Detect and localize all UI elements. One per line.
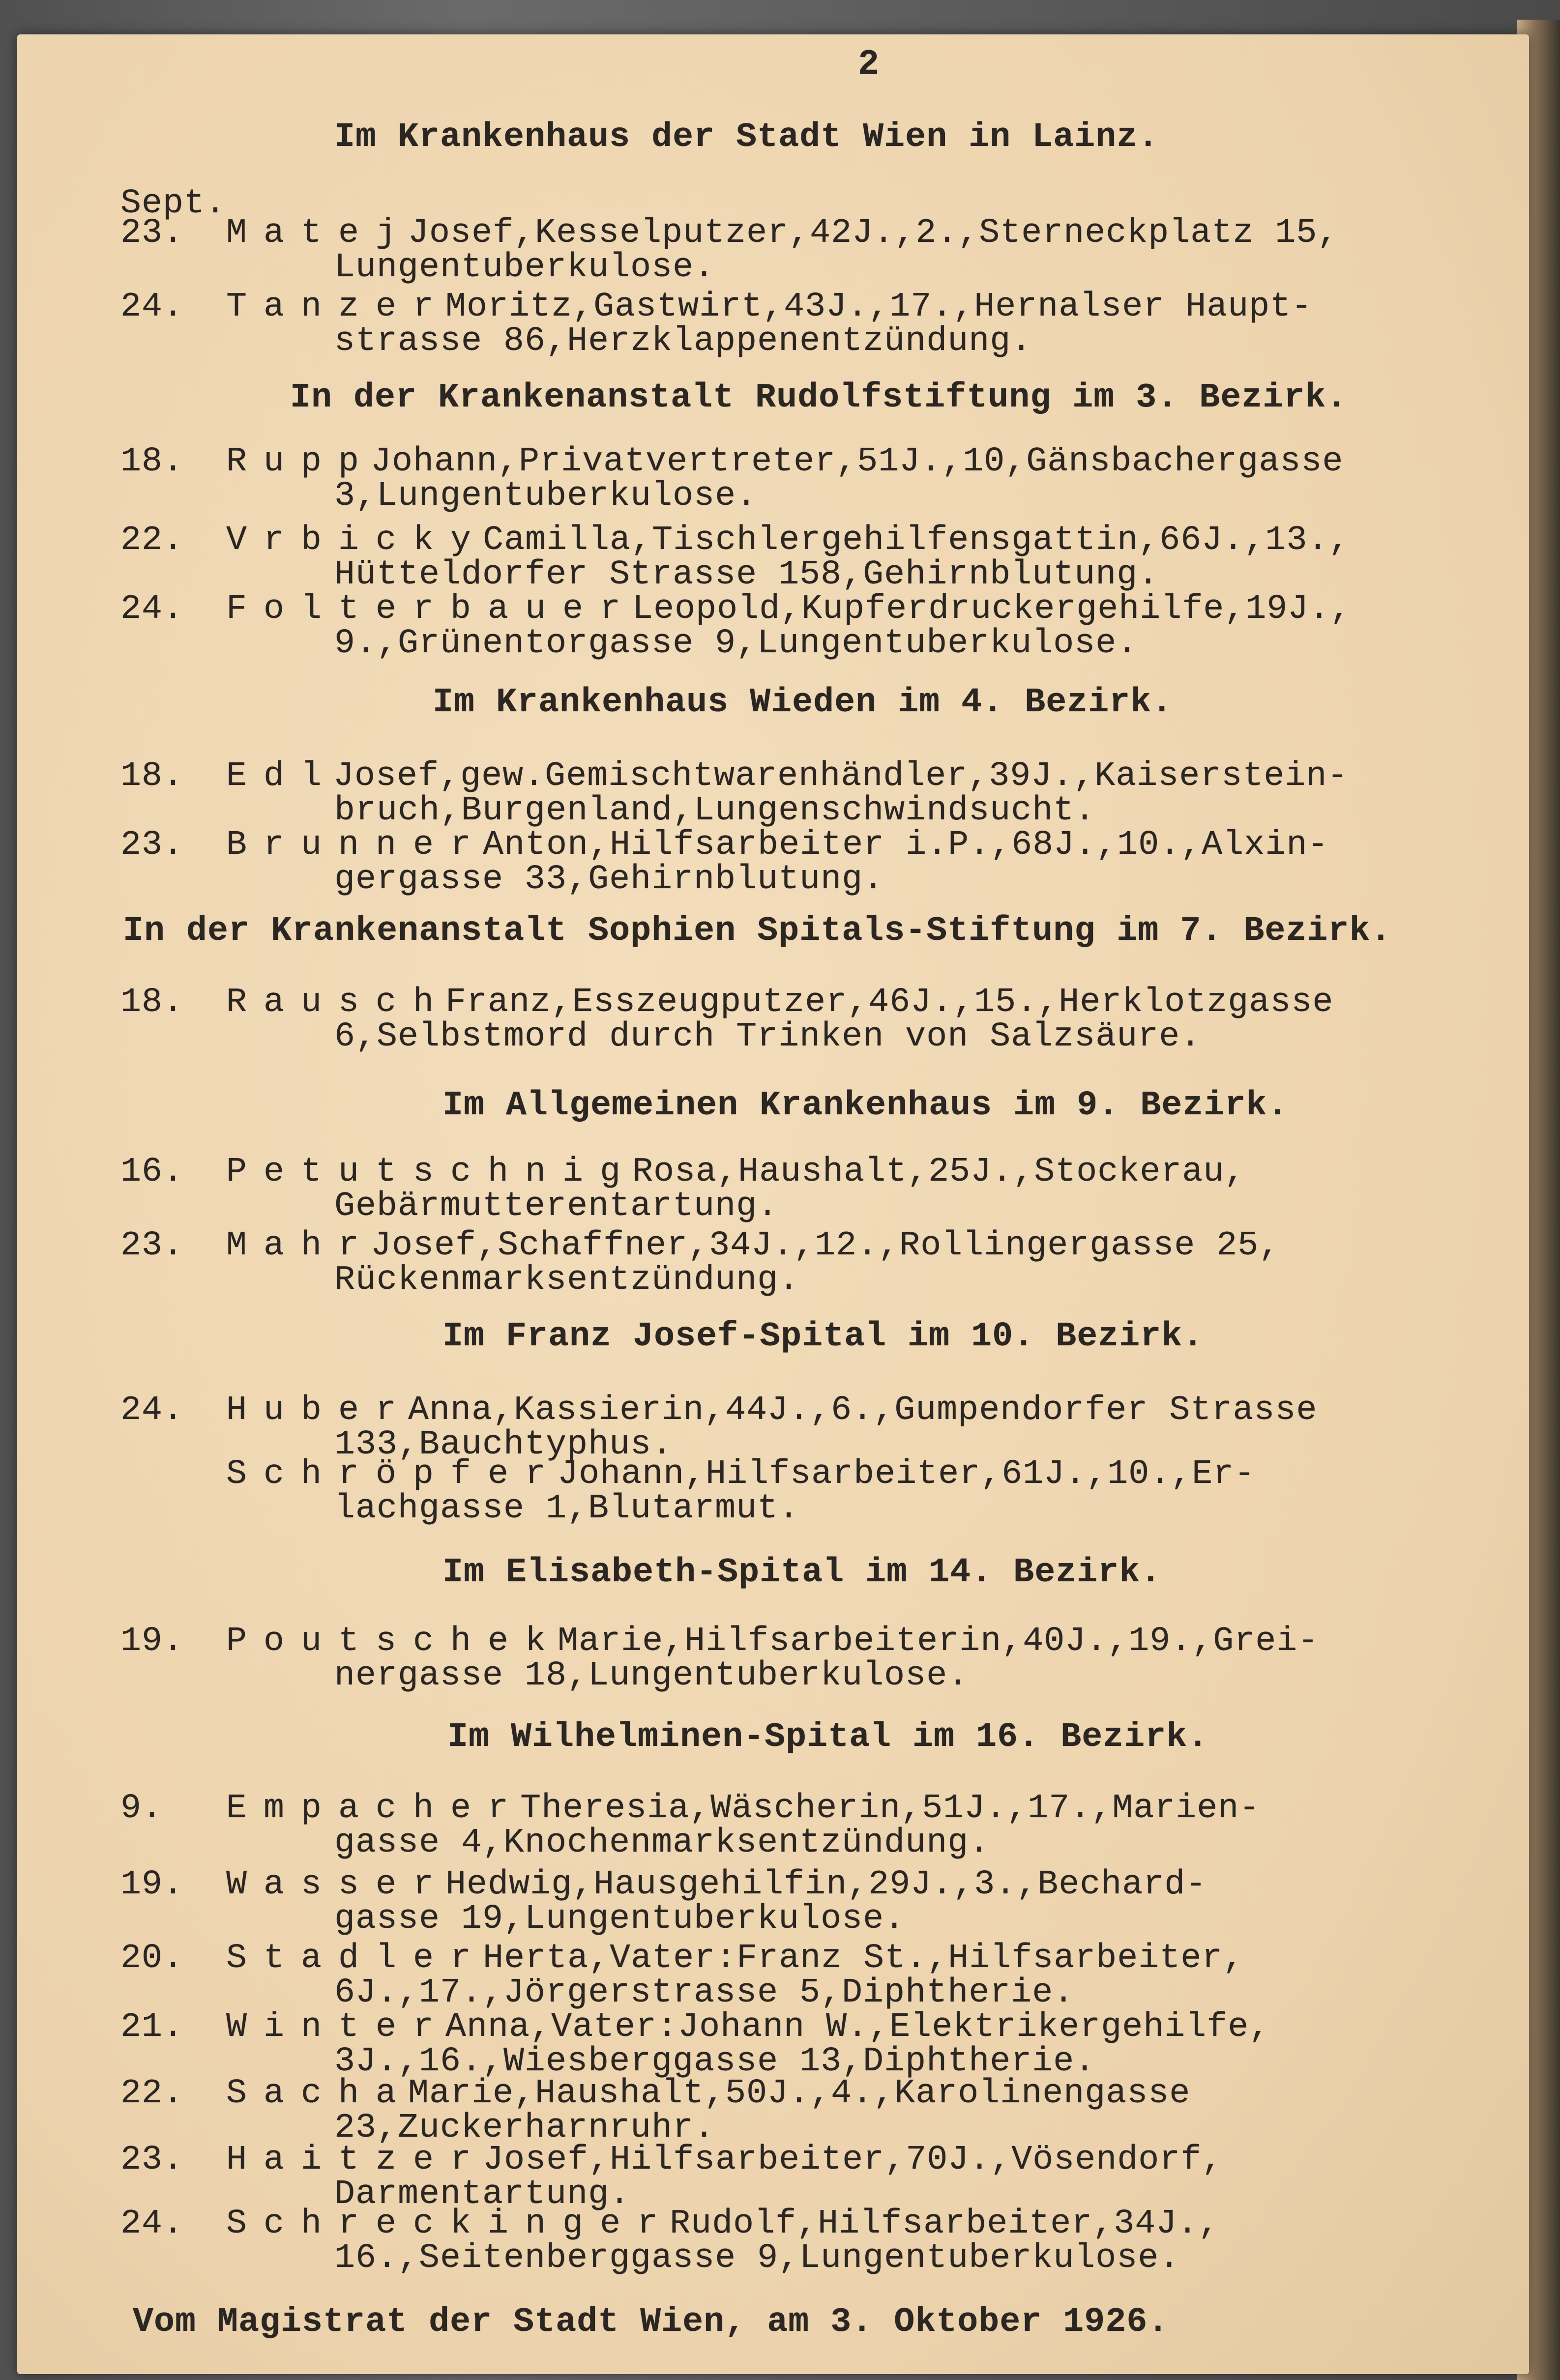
entry-details-line: Rosa,Haushalt,25J.,Stockerau,	[632, 1153, 1246, 1191]
entry-details-line: 6J.,17.,Jörgerstrasse 5,Diphtherie.	[334, 1974, 1075, 2012]
entry-details-line: Anna,Vater:Johann W.,Elektrikergehilfe,	[445, 2008, 1270, 2047]
entry-surname: Wasser	[226, 1865, 451, 1904]
entry-details-line: Josef,gew.Gemischtwarenhändler,39J.,Kaiserstein-	[333, 757, 1349, 796]
section-heading: Im Krankenhaus Wieden im 4. Bezirk.	[433, 683, 1173, 722]
entry-surname: Poutschek	[226, 1622, 563, 1661]
entry-day: 24.	[120, 1391, 184, 1430]
entry-day: 18.	[120, 757, 184, 796]
entry-day: 18.	[120, 442, 184, 481]
entry-details-line: Josef,Kesselputzer,42J.,2.,Sterneckplatz 15,	[408, 214, 1339, 253]
entry-details-line: 3,Lungentuberkulose.	[334, 477, 758, 516]
entry-details-line: 16.,Seitenberggasse 9,Lungentuberkulose.	[334, 2239, 1180, 2278]
entry-details-line: Lungentuberkulose.	[334, 248, 715, 287]
entry-surname: Haitzer	[226, 2141, 488, 2179]
entry-surname: Stadler	[226, 1939, 488, 1978]
entry-surname: Folterbauer	[226, 590, 638, 629]
entry-details-line: Rückenmarksentzündung.	[334, 1261, 800, 1300]
entry-details-line: 133,Bauchtyphus.	[334, 1425, 673, 1464]
entry-day: 18.	[120, 983, 184, 1022]
entry-surname: Schreckinger	[226, 2205, 675, 2243]
entry-details-line: gergasse 33,Gehirnblutung.	[334, 860, 884, 899]
entry-details-line: Rudolf,Hilfsarbeiter,34J.,	[670, 2205, 1220, 2243]
entry-details-line: strasse 86,Herzklappenentzündung.	[334, 322, 1032, 361]
entry-details-line: Marie,Haushalt,50J.,4.,Karolinengasse	[408, 2074, 1191, 2113]
entry-day: 24.	[120, 590, 184, 629]
entry-details-line: gasse 19,Lungentuberkulose.	[334, 1900, 906, 1939]
footer-signature: Vom Magistrat der Stadt Wien, am 3. Oktober 1926.	[133, 2303, 1169, 2342]
entry-details-line: Darmentartung.	[334, 2175, 631, 2214]
entry-surname: Vrbicky	[226, 521, 488, 560]
section-heading: Im Wilhelminen-Spital im 16. Bezirk.	[447, 1718, 1209, 1757]
entry-surname: Huber	[226, 1391, 413, 1430]
entry-day: 24.	[120, 288, 184, 326]
entry-details-line: Camilla,Tischlergehilfensgattin,66J.,13.,	[483, 521, 1350, 560]
entry-day: 9.	[120, 1789, 163, 1828]
entry-surname: Mahr	[226, 1226, 376, 1265]
entry-details-line: Hütteldorfer Strasse 158,Gehirnblutung.	[334, 555, 1159, 594]
entry-details-line: 23,Zuckerharnruhr.	[334, 2109, 715, 2148]
entry-details-line: Josef,Hilfsarbeiter,70J.,Vösendorf,	[483, 2141, 1223, 2179]
section-heading: Im Krankenhaus der Stadt Wien in Lainz.	[334, 118, 1159, 157]
month-label: Sept.	[120, 184, 227, 223]
entry-surname: Rupp	[226, 442, 376, 481]
section-heading: Im Franz Josef-Spital im 10. Bezirk.	[442, 1317, 1204, 1356]
entry-surname: Winter	[226, 2008, 451, 2047]
entry-day: 23.	[120, 214, 184, 253]
entry-day: 24.	[120, 2205, 184, 2243]
entry-surname: Petutschnig	[226, 1153, 638, 1191]
entry-details-line: lachgasse 1,Blutarmut.	[334, 1489, 800, 1528]
entry-day: 21.	[120, 2008, 184, 2047]
entry-surname: Schröpfer	[226, 1455, 563, 1494]
entry-surname: Brunner	[226, 826, 488, 865]
entry-surname: Matej	[226, 214, 413, 253]
entry-details-line: nergasse 18,Lungentuberkulose.	[334, 1656, 969, 1695]
section-heading: In der Krankenanstalt Rudolfstiftung im 3. Bezirk.	[290, 378, 1348, 417]
entry-details-line: Moritz,Gastwirt,43J.,17.,Hernalser Haupt-	[445, 288, 1313, 326]
entry-surname: Tanzer	[226, 288, 451, 326]
entry-surname: Empacher	[226, 1789, 526, 1828]
entry-details-line: gasse 4,Knochenmarksentzündung.	[334, 1824, 990, 1862]
entry-details-line: Josef,Schaffner,34J.,12.,Rollingergasse 25,	[371, 1226, 1280, 1265]
entry-day: 23.	[120, 1226, 184, 1265]
entry-details-line: Johann,Hilfsarbeiter,61J.,10.,Er-	[558, 1455, 1256, 1494]
entry-details-line: Herta,Vater:Franz St.,Hilfsarbeiter,	[483, 1939, 1244, 1978]
entry-details-line: Marie,Hilfsarbeiterin,40J.,19.,Grei-	[558, 1622, 1319, 1661]
entry-details-line: 6,Selbstmord durch Trinken von Salzsäure.	[334, 1017, 1202, 1056]
entry-details-line: 9.,Grünentorgasse 9,Lungentuberkulose.	[334, 624, 1138, 663]
entry-day: 16.	[120, 1153, 184, 1191]
entry-details-line: Anton,Hilfsarbeiter i.P.,68J.,10.,Alxin-	[483, 826, 1329, 865]
entry-details-line: Johann,Privatvertreter,51J.,10,Gänsbachergasse	[371, 442, 1344, 481]
entry-details-line: Franz,Esszeugputzer,46J.,15.,Herklotzgasse	[445, 983, 1334, 1022]
entry-details-line: Gebärmutterentartung.	[334, 1187, 779, 1226]
entry-surname: Sacha	[226, 2074, 413, 2113]
entry-surname: Edl	[226, 757, 339, 796]
entry-day: 22.	[120, 2074, 184, 2113]
entry-day: 22.	[120, 521, 184, 560]
entry-day: 23.	[120, 826, 184, 865]
entry-day: 23.	[120, 2141, 184, 2179]
entry-details-line: Leopold,Kupferdruckergehilfe,19J.,	[632, 590, 1352, 629]
section-heading: Im Allgemeinen Krankenhaus im 9. Bezirk.	[442, 1086, 1289, 1125]
entry-details-line: Anna,Kassierin,44J.,6.,Gumpendorfer Strasse	[408, 1391, 1318, 1430]
entry-day: 19.	[120, 1865, 184, 1904]
entry-details-line: bruch,Burgenland,Lungenschwindsucht.	[334, 791, 1096, 830]
entry-surname: Rausch	[226, 983, 451, 1022]
entry-day: 19.	[120, 1622, 184, 1661]
entry-day: 20.	[120, 1939, 184, 1978]
entry-details-line: Hedwig,Hausgehilfin,29J.,3.,Bechard-	[445, 1865, 1207, 1904]
entry-details-line: Theresia,Wäscherin,51J.,17.,Marien-	[520, 1789, 1261, 1828]
section-heading: In der Krankenanstalt Sophien Spitals-Stiftung im 7. Bezirk.	[123, 912, 1392, 951]
page-number: 2	[858, 44, 880, 85]
section-heading: Im Elisabeth-Spital im 14. Bezirk.	[442, 1553, 1162, 1592]
entry-details-line: 3J.,16.,Wiesberggasse 13,Diphtherie.	[334, 2042, 1096, 2081]
